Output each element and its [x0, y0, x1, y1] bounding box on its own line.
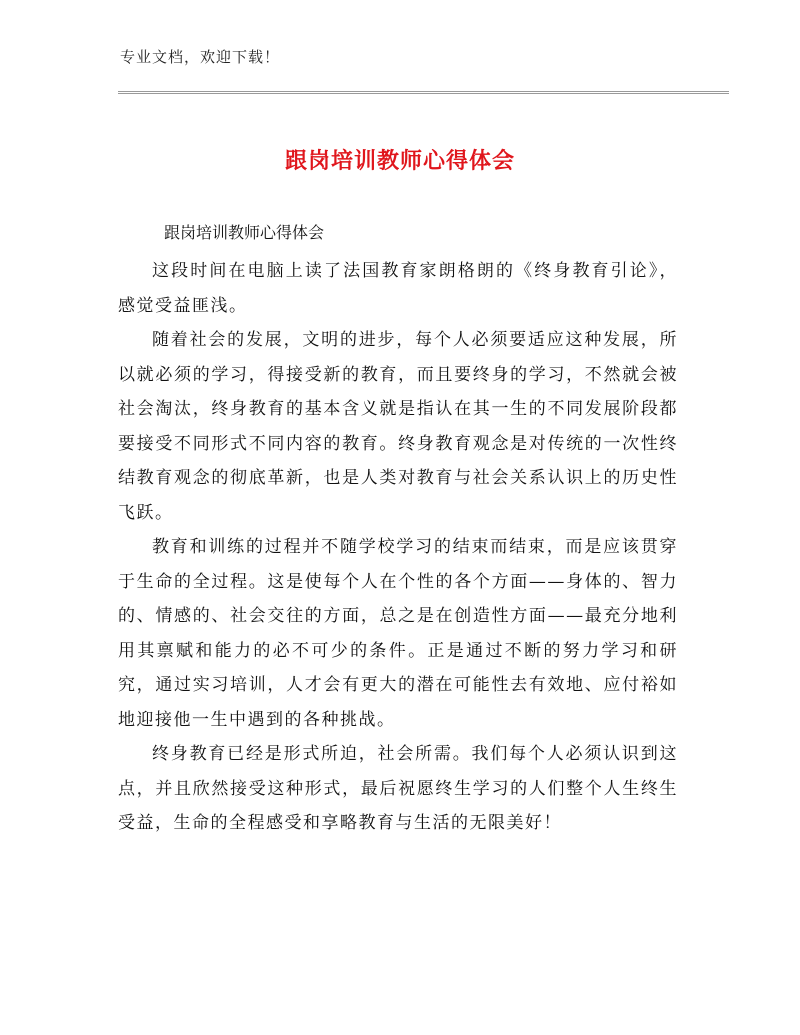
document-title: 跟岗培训教师心得体会 — [284, 149, 515, 174]
body-paragraph-4: 终身教育已经是形式所迫，社会所需。我们每个人必须认识到这点，并且欣然接受这种形式，最后祝愿终生学习的人们整个人生终生受益，生命的全程感受和享略教育与生活的无限美好！ — [118, 744, 678, 833]
body-paragraph-2: 随着社会的发展，文明的进步，每个人必须要适应这种发展，所以就必须的学习，得接受新的教育，而且要终身的学习，不然就会被社会淘汰，终身教育的基本含义就是指认在其一生的不同发展阶段都要接受不同形式不同内容的教育。终身教育观念是对传统的一次性终结教育观念的彻底革新，也是人类对教育与社会关系认识上的历史性飞跃。 — [118, 330, 678, 523]
header-divider — [118, 91, 729, 94]
document-subtitle: 跟岗培训教师心得体会 — [164, 223, 325, 242]
document-body — [118, 254, 678, 841]
body-paragraph-3: 教育和训练的过程并不随学校学习的结束而结束，而是应该贯穿于生命的全过程。这是使每个人在个性的各个方面——身体的、智力的、情感的、社会交往的方面，总之是在创造性方面——最充分地利用其禀赋和能力的必不可少的条件。正是通过不断的努力学习和研究，通过实习培训，人才会有更大的潜在可能性去有效地、应付裕如地迎接他一生中遇到的各种挑战。 — [118, 537, 678, 730]
body-paragraph-1: 这段时间在电脑上读了法国教育家朗格朗的《终身教育引论》，感觉受益匪浅。 — [118, 261, 678, 316]
page-header-text: 专业文档，欢迎下载！ — [120, 48, 281, 66]
